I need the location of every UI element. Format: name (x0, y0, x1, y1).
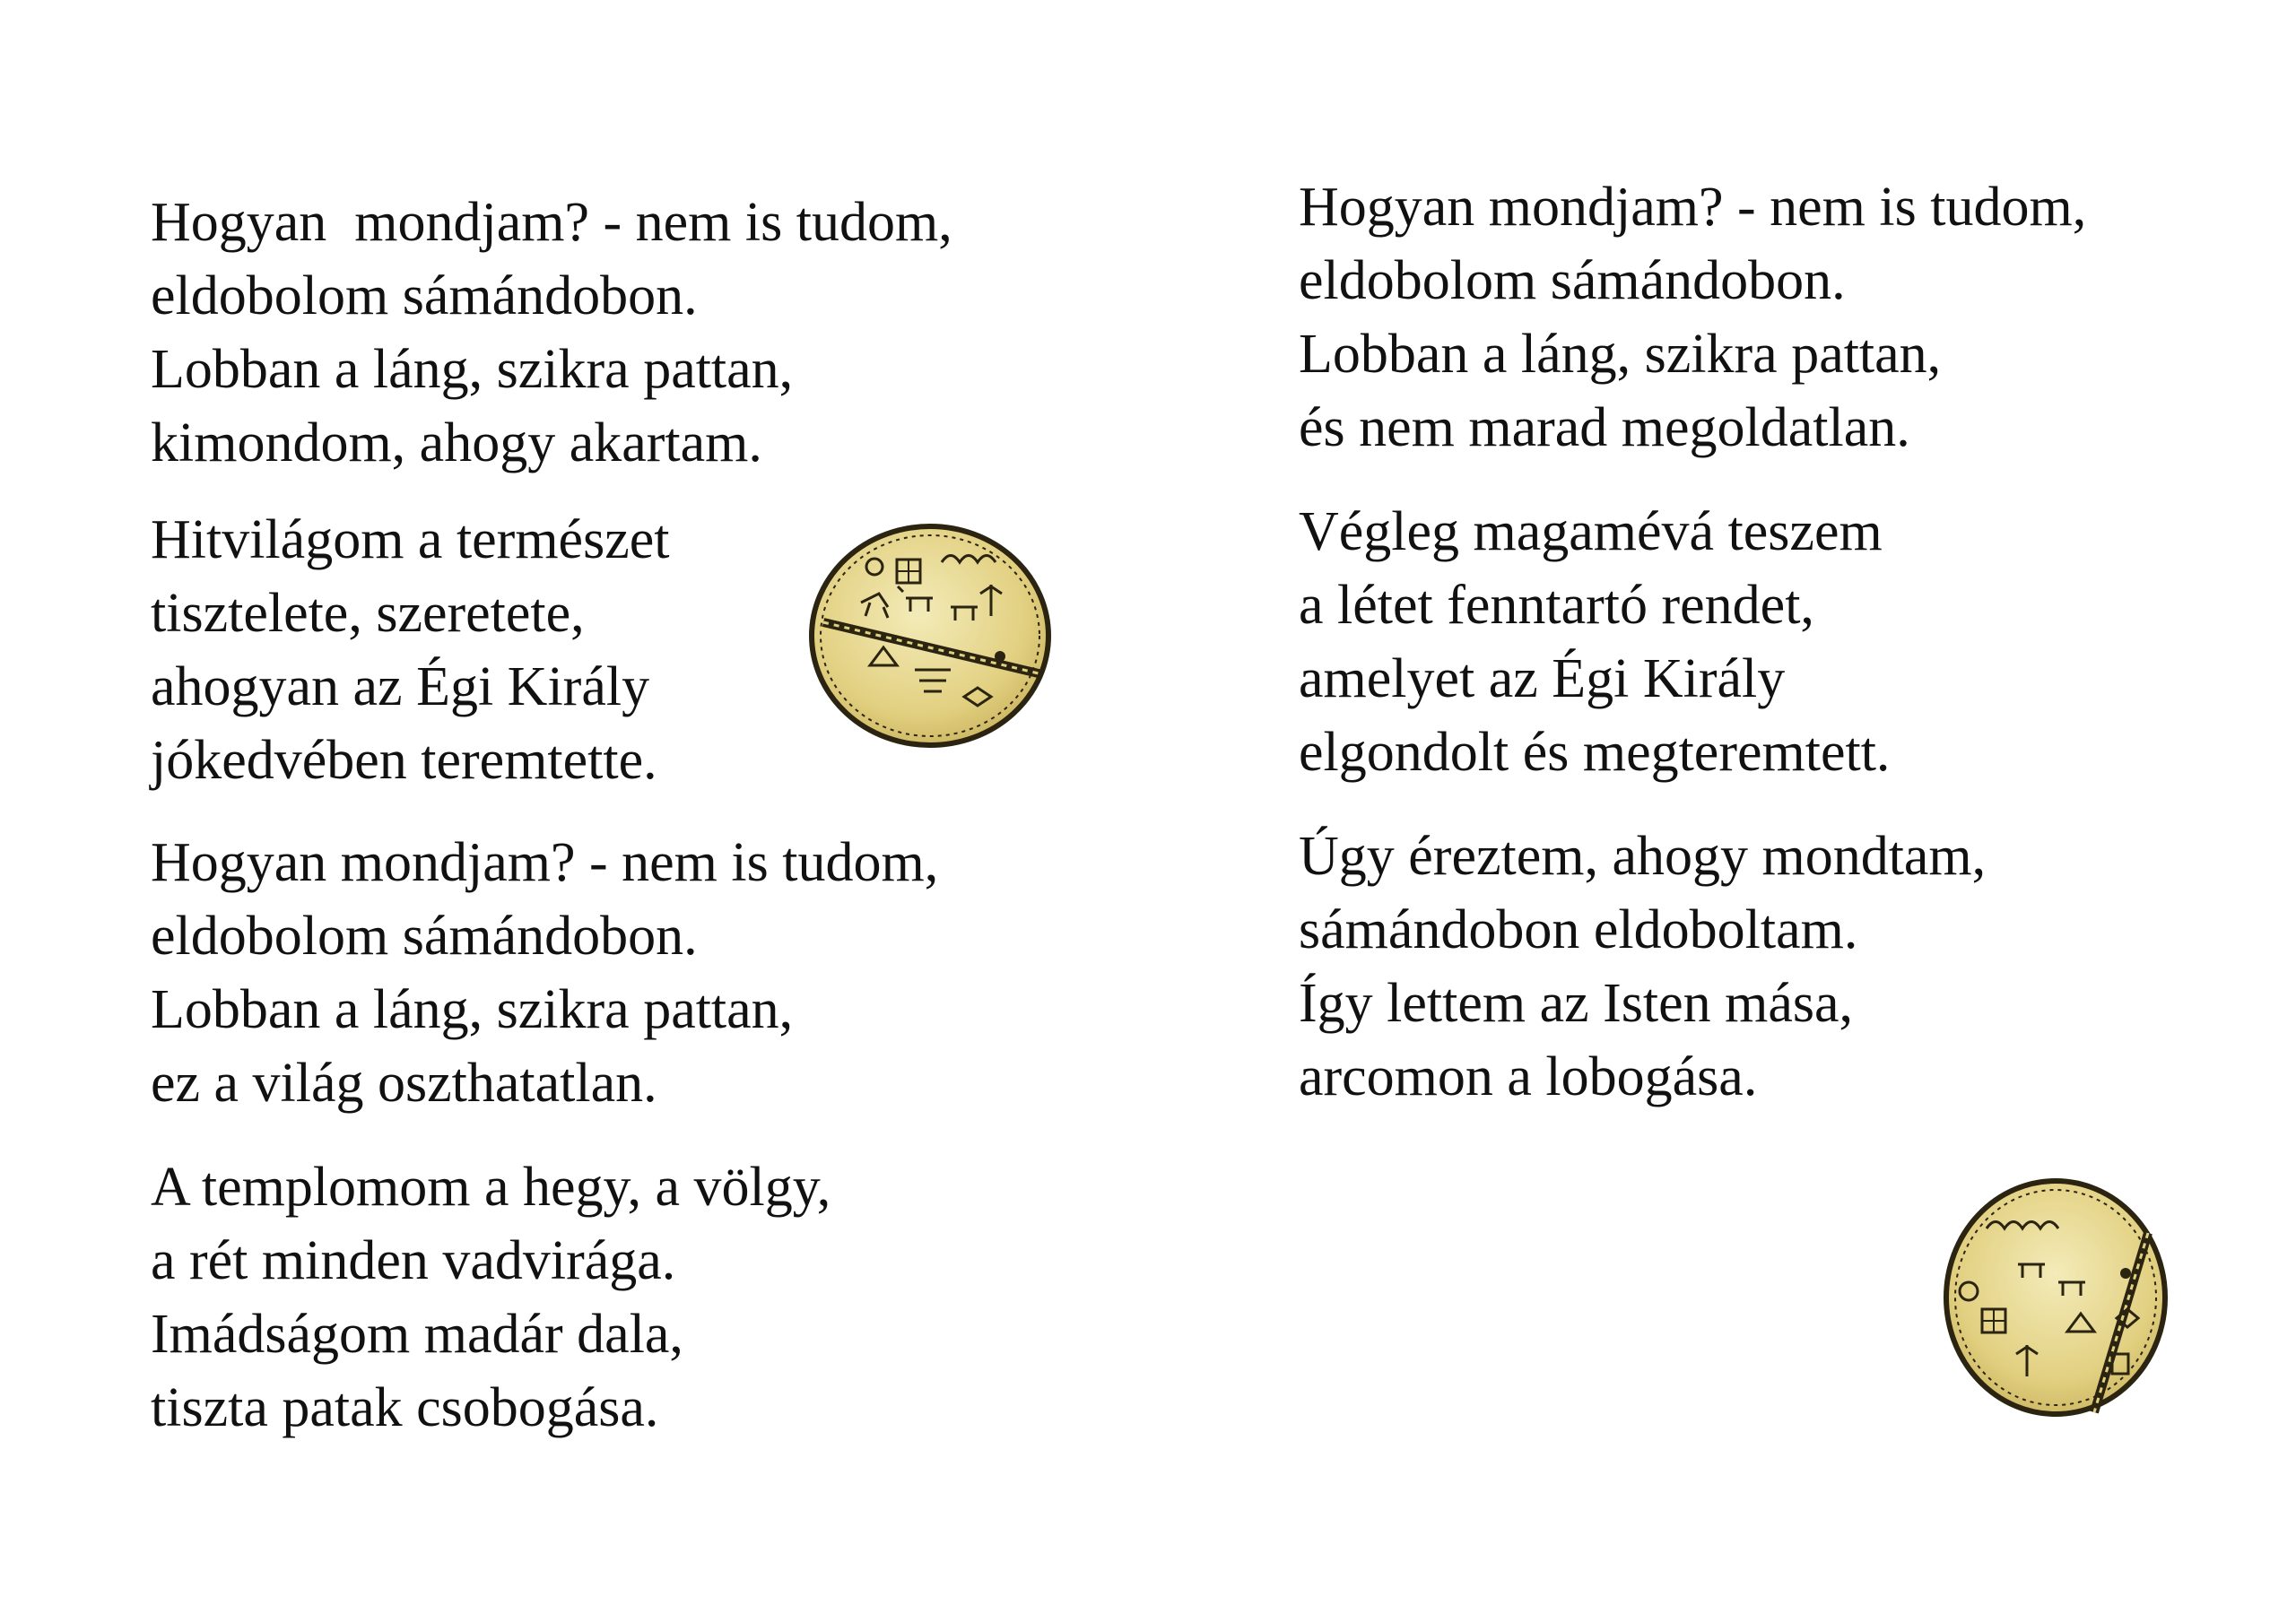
poem-line: Lobban a láng, szikra pattan, (1299, 324, 1942, 385)
poem-line: Úgy éreztem, ahogy mondtam, (1299, 826, 1987, 887)
stanza-3 (151, 826, 938, 1120)
shaman-drum-icon (807, 522, 1054, 751)
poem-line: a létet fenntartó rendet, (1299, 575, 1814, 636)
stanza-4 (151, 1150, 831, 1445)
poem-line: és nem marad megoldatlan. (1299, 397, 1910, 458)
poem-line: a rét minden vadvirága. (151, 1230, 676, 1291)
stanza-2 (1299, 495, 1890, 789)
poem-line: jókedvében teremtette. (151, 730, 657, 791)
poem-line: eldobolom sámándobon. (151, 906, 698, 967)
poem-line: kimondom, ahogy akartam. (151, 412, 762, 473)
poem-line: Lobban a láng, szikra pattan, (151, 979, 794, 1040)
poem-line: ahogyan az Égi Király (151, 656, 650, 717)
poem-line: Imádságom madár dala, (151, 1304, 683, 1365)
stanza-3 (1299, 820, 1986, 1114)
poem-line: ez a világ oszthatatlan. (151, 1053, 657, 1114)
stanza-2 (151, 503, 669, 797)
poem-line: tiszta patak csobogása. (151, 1377, 659, 1438)
poem-line: Hogyan mondjam? - nem is tudom, (151, 832, 939, 893)
stanza-1 (1299, 170, 2086, 464)
poem-line: tisztelete, szeretete, (151, 583, 585, 644)
poem-line: A templomom a hegy, a völgy, (151, 1157, 831, 1218)
poem-line: sámándobon eldoboltam. (1299, 899, 1858, 960)
shaman-drum-icon (1933, 1175, 2179, 1421)
poem-line: eldobolom sámándobon. (151, 265, 698, 326)
poem-line: Végleg magamévá teszem (1299, 501, 1883, 562)
poem-line: Hitvilágom a természet (151, 509, 670, 570)
stanza-1 (151, 186, 952, 480)
poem-line: Hogyan mondjam? - nem is tudom, (1299, 177, 2087, 238)
right-page (1148, 0, 2296, 1623)
poem-line: eldobolom sámándobon. (1299, 250, 1846, 311)
poem-line: Lobban a láng, szikra pattan, (151, 339, 794, 400)
poem-line: amelyet az Égi Király (1299, 648, 1786, 709)
poem-line: Így lettem az Isten mása, (1299, 973, 1854, 1034)
poem-line: arcomon a lobogása. (1299, 1046, 1758, 1107)
poem-line: elgondolt és megteremtett. (1299, 722, 1891, 783)
poem-line: Hogyan mondjam? - nem is tudom, (151, 192, 952, 253)
